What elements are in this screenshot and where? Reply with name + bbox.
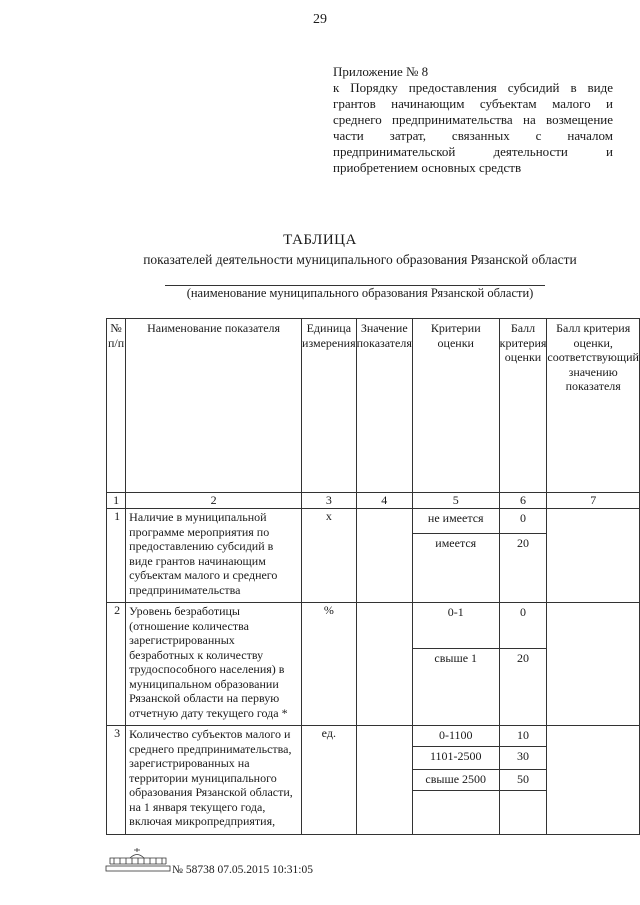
indicator-value (356, 603, 412, 726)
column-number: 6 (499, 493, 547, 509)
header-criteria: Критерии оценки (412, 319, 499, 493)
matched-score (547, 726, 640, 835)
criterion: имеется (413, 533, 499, 553)
table-row (107, 726, 640, 835)
indicator-value (356, 726, 412, 835)
column-number: 4 (356, 493, 412, 509)
column-number: 3 (302, 493, 357, 509)
indicator-name: Количество субъектов малого и среднего предпринимательства, зарегистрированных на территории муниципального образования Рязанской области, на 1 января текущего года, включая микропредприятия, (126, 726, 302, 835)
matched-score (547, 509, 640, 603)
criterion-score: 30 (500, 746, 547, 769)
criteria-cell (412, 603, 499, 726)
indicator-name: Уровень безработицы (отношение количества зарегистрированных безработных к количеству трудоспособного населения) в муниципальном образовании Рязанской области на первую отчетную дату текущего года * (126, 603, 302, 726)
header-unit: Единица измерения (302, 319, 357, 493)
criterion: 1101-2500 (413, 746, 499, 769)
indicator-value (356, 509, 412, 603)
score-cell (499, 726, 547, 835)
header-name: Наименование показателя (126, 319, 302, 493)
header-score-match: Балл критерия оценки, соответствующий значению показателя (547, 319, 640, 493)
appendix-body: к Порядку предоставления субсидий в виде грантов начинающим субъектам малого и среднего предпринимательства на возмещение части затрат, связанных с началом предпринимательской деятельности и приобретением основных средств (333, 80, 613, 175)
criterion-score: 50 (500, 769, 547, 790)
criteria-divider (413, 790, 499, 791)
criterion: свыше 2500 (413, 769, 499, 790)
page-number: 29 (313, 12, 327, 27)
table-subtitle: показателей деятельности муниципального образования Рязанской области (143, 252, 577, 267)
table-title: ТАБЛИЦА (283, 232, 357, 248)
criterion: не имеется (427, 511, 484, 525)
row-number: 3 (107, 726, 126, 835)
criterion: свыше 1 (413, 648, 499, 668)
column-numbers-row (107, 493, 640, 509)
indicator-unit: х (302, 509, 357, 603)
header-num: № п/п (107, 319, 126, 493)
row-number: 1 (107, 509, 126, 603)
criterion: 0-1 (447, 605, 464, 619)
criterion-score: 20 (500, 533, 547, 553)
column-number: 2 (126, 493, 302, 509)
criterion-score: 20 (500, 648, 547, 668)
criteria-cell (412, 509, 499, 603)
criteria-cell (412, 726, 499, 835)
column-number: 7 (547, 493, 640, 509)
header-row (107, 319, 640, 493)
registry-stamp-icon (104, 848, 172, 872)
appendix-block (333, 64, 613, 176)
matched-score (547, 603, 640, 726)
score-cell (499, 603, 547, 726)
score-divider (500, 790, 547, 791)
indicator-name: Наличие в муниципальной программе мероприятия по предоставлению субсидий в виде грантов начинающим субъектам малого и среднего предпринимательства (126, 509, 302, 603)
criterion-score: 10 (517, 728, 529, 742)
row-number: 2 (107, 603, 126, 726)
header-value: Значение показателя (356, 319, 412, 493)
criterion-score: 0 (520, 605, 526, 619)
indicator-unit: ед. (302, 726, 357, 835)
column-number: 1 (107, 493, 126, 509)
column-number: 5 (412, 493, 499, 509)
table-row (107, 509, 640, 603)
appendix-title: Приложение № 8 (333, 64, 429, 79)
table-row (107, 603, 640, 726)
criterion: 0-1100 (438, 728, 473, 742)
criterion-score: 0 (520, 511, 526, 525)
header-score: Балл критерия оценки (499, 319, 547, 493)
indicators-table (106, 318, 640, 835)
document-registration-code: № 58738 07.05.2015 10:31:05 (172, 864, 313, 876)
municipality-caption: (наименование муниципального образования Рязанской области) (186, 286, 534, 300)
indicator-unit: % (302, 603, 357, 726)
score-cell (499, 509, 547, 603)
